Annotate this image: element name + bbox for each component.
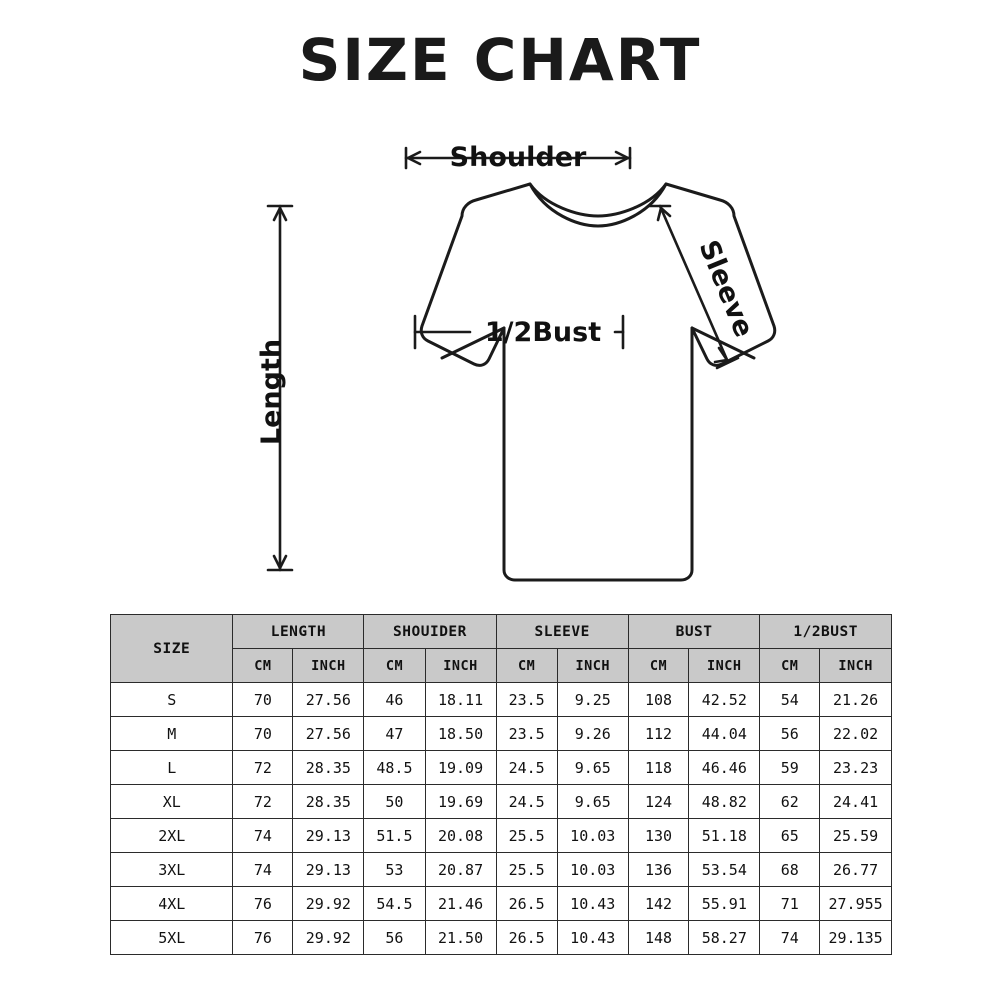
table-row bbox=[111, 853, 892, 887]
cell-length-inch: 28.35 bbox=[293, 751, 364, 785]
cell-length-cm: 72 bbox=[233, 751, 293, 785]
header-unit-halfbust-cm: CM bbox=[760, 649, 820, 683]
cell-halfbust-inch: 24.41 bbox=[820, 785, 892, 819]
cell-bust-cm: 148 bbox=[628, 921, 688, 955]
cell-bust-inch: 51.18 bbox=[689, 819, 760, 853]
cell-sleeve-inch: 10.03 bbox=[557, 853, 628, 887]
cell-shoulder-inch: 20.08 bbox=[425, 819, 496, 853]
cell-halfbust-inch: 22.02 bbox=[820, 717, 892, 751]
cell-size: L bbox=[111, 751, 233, 785]
cell-halfbust-cm: 54 bbox=[760, 683, 820, 717]
table-row bbox=[111, 683, 892, 717]
cell-bust-inch: 58.27 bbox=[689, 921, 760, 955]
cell-length-inch: 28.35 bbox=[293, 785, 364, 819]
cell-halfbust-inch: 21.26 bbox=[820, 683, 892, 717]
cell-bust-cm: 142 bbox=[628, 887, 688, 921]
cell-bust-inch: 53.54 bbox=[689, 853, 760, 887]
cell-length-inch: 27.56 bbox=[293, 717, 364, 751]
cell-bust-inch: 44.04 bbox=[689, 717, 760, 751]
cell-length-inch: 29.13 bbox=[293, 819, 364, 853]
cell-shoulder-cm: 47 bbox=[364, 717, 425, 751]
cell-sleeve-inch: 9.65 bbox=[557, 785, 628, 819]
table-row bbox=[111, 921, 892, 955]
cell-shoulder-inch: 21.46 bbox=[425, 887, 496, 921]
header-unit-bust-cm: CM bbox=[628, 649, 688, 683]
cell-sleeve-inch: 10.03 bbox=[557, 819, 628, 853]
size-table-body bbox=[111, 683, 892, 955]
cell-size: S bbox=[111, 683, 233, 717]
header-bust: BUST bbox=[628, 615, 760, 649]
header-unit-sleeve-inch: INCH bbox=[557, 649, 628, 683]
cell-sleeve-cm: 26.5 bbox=[496, 921, 557, 955]
table-row bbox=[111, 785, 892, 819]
cell-sleeve-cm: 23.5 bbox=[496, 717, 557, 751]
cell-halfbust-cm: 56 bbox=[760, 717, 820, 751]
sleeve-label: Sleeve bbox=[692, 236, 760, 342]
cell-size: 2XL bbox=[111, 819, 233, 853]
cell-bust-cm: 124 bbox=[628, 785, 688, 819]
cell-sleeve-inch: 10.43 bbox=[557, 887, 628, 921]
cell-sleeve-cm: 23.5 bbox=[496, 683, 557, 717]
cell-halfbust-cm: 59 bbox=[760, 751, 820, 785]
half-bust-label: 1/2Bust bbox=[484, 317, 602, 348]
header-unit-halfbust-inch: INCH bbox=[820, 649, 892, 683]
cell-length-cm: 76 bbox=[233, 921, 293, 955]
cell-shoulder-inch: 21.50 bbox=[425, 921, 496, 955]
table-row bbox=[111, 887, 892, 921]
cell-shoulder-cm: 50 bbox=[364, 785, 425, 819]
cell-sleeve-inch: 10.43 bbox=[557, 921, 628, 955]
cell-shoulder-inch: 18.11 bbox=[425, 683, 496, 717]
header-unit-bust-inch: INCH bbox=[689, 649, 760, 683]
cell-shoulder-cm: 54.5 bbox=[364, 887, 425, 921]
cell-sleeve-cm: 24.5 bbox=[496, 785, 557, 819]
size-table bbox=[110, 614, 892, 955]
page-title: SIZE CHART bbox=[298, 26, 702, 94]
cell-length-inch: 29.92 bbox=[293, 887, 364, 921]
cell-bust-cm: 108 bbox=[628, 683, 688, 717]
cell-length-cm: 76 bbox=[233, 887, 293, 921]
cell-halfbust-inch: 25.59 bbox=[820, 819, 892, 853]
tshirt-measurement-diagram bbox=[230, 110, 790, 600]
cell-length-cm: 70 bbox=[233, 683, 293, 717]
header-unit-shoulder-cm: CM bbox=[364, 649, 425, 683]
cell-length-inch: 29.92 bbox=[293, 921, 364, 955]
cell-shoulder-inch: 18.50 bbox=[425, 717, 496, 751]
cell-shoulder-cm: 53 bbox=[364, 853, 425, 887]
header-unit-sleeve-cm: CM bbox=[496, 649, 557, 683]
size-table-container bbox=[110, 614, 892, 955]
cell-halfbust-inch: 26.77 bbox=[820, 853, 892, 887]
cell-shoulder-inch: 20.87 bbox=[425, 853, 496, 887]
cell-sleeve-cm: 25.5 bbox=[496, 853, 557, 887]
cell-length-cm: 74 bbox=[233, 819, 293, 853]
cell-halfbust-inch: 27.955 bbox=[820, 887, 892, 921]
header-shoulder: SHOUIDER bbox=[364, 615, 496, 649]
cell-shoulder-cm: 48.5 bbox=[364, 751, 425, 785]
cell-bust-cm: 118 bbox=[628, 751, 688, 785]
cell-size: 5XL bbox=[111, 921, 233, 955]
header-half-bust: 1/2BUST bbox=[760, 615, 892, 649]
cell-sleeve-cm: 24.5 bbox=[496, 751, 557, 785]
cell-length-cm: 70 bbox=[233, 717, 293, 751]
length-label: Length bbox=[256, 338, 287, 446]
cell-sleeve-inch: 9.25 bbox=[557, 683, 628, 717]
header-unit-length-cm: CM bbox=[233, 649, 293, 683]
cell-bust-cm: 130 bbox=[628, 819, 688, 853]
cell-shoulder-inch: 19.09 bbox=[425, 751, 496, 785]
cell-shoulder-inch: 19.69 bbox=[425, 785, 496, 819]
cell-length-cm: 74 bbox=[233, 853, 293, 887]
cell-length-inch: 27.56 bbox=[293, 683, 364, 717]
cell-size: M bbox=[111, 717, 233, 751]
cell-halfbust-cm: 65 bbox=[760, 819, 820, 853]
header-unit-length-inch: INCH bbox=[293, 649, 364, 683]
cell-length-cm: 72 bbox=[233, 785, 293, 819]
header-length: LENGTH bbox=[233, 615, 364, 649]
cell-sleeve-inch: 9.65 bbox=[557, 751, 628, 785]
cell-shoulder-cm: 56 bbox=[364, 921, 425, 955]
cell-sleeve-cm: 26.5 bbox=[496, 887, 557, 921]
cell-size: 3XL bbox=[111, 853, 233, 887]
cell-halfbust-cm: 62 bbox=[760, 785, 820, 819]
cell-sleeve-inch: 9.26 bbox=[557, 717, 628, 751]
cell-bust-cm: 136 bbox=[628, 853, 688, 887]
table-row bbox=[111, 751, 892, 785]
cell-bust-inch: 48.82 bbox=[689, 785, 760, 819]
cell-halfbust-cm: 74 bbox=[760, 921, 820, 955]
cell-bust-cm: 112 bbox=[628, 717, 688, 751]
cell-length-inch: 29.13 bbox=[293, 853, 364, 887]
size-table-head bbox=[111, 615, 892, 683]
cell-halfbust-cm: 68 bbox=[760, 853, 820, 887]
table-header-row-groups bbox=[111, 615, 892, 649]
cell-halfbust-inch: 23.23 bbox=[820, 751, 892, 785]
cell-bust-inch: 42.52 bbox=[689, 683, 760, 717]
table-row bbox=[111, 717, 892, 751]
header-sleeve: SLEEVE bbox=[496, 615, 628, 649]
cell-shoulder-cm: 46 bbox=[364, 683, 425, 717]
table-row bbox=[111, 819, 892, 853]
cell-halfbust-inch: 29.135 bbox=[820, 921, 892, 955]
header-size: SIZE bbox=[111, 615, 233, 683]
cell-bust-inch: 55.91 bbox=[689, 887, 760, 921]
header-unit-shoulder-inch: INCH bbox=[425, 649, 496, 683]
cell-halfbust-cm: 71 bbox=[760, 887, 820, 921]
cell-shoulder-cm: 51.5 bbox=[364, 819, 425, 853]
cell-size: 4XL bbox=[111, 887, 233, 921]
cell-sleeve-cm: 25.5 bbox=[496, 819, 557, 853]
cell-bust-inch: 46.46 bbox=[689, 751, 760, 785]
shoulder-label: Shoulder bbox=[449, 142, 587, 173]
cell-size: XL bbox=[111, 785, 233, 819]
